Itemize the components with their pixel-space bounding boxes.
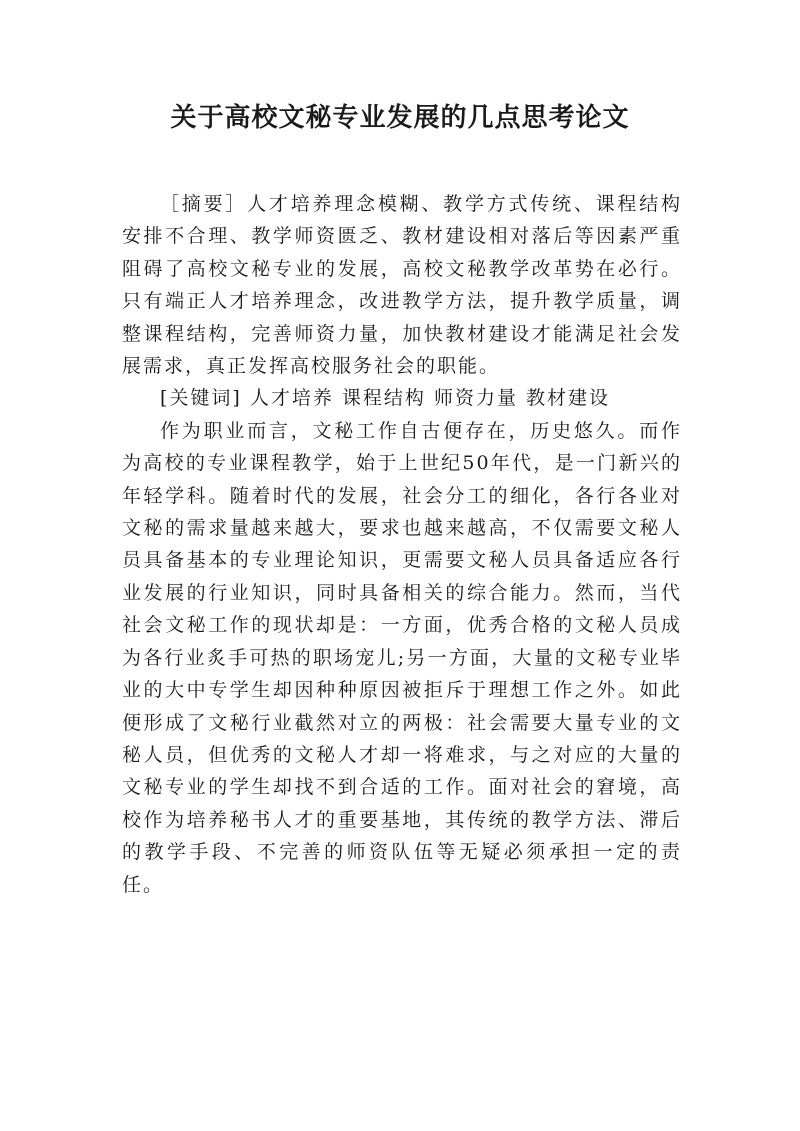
document-body bbox=[122, 188, 682, 901]
abstract-paragraph: ［摘要］人才培养理念模糊、教学方式传统、课程结构安排不合理、教学师资匮乏、教材建设相对落后等因素严重阻碍了高校文秘专业的发展，高校文秘教学改革势在必行。只有端正人才培养理念，改进教学方法，提升教学质量，调整课程结构，完善师资力量，加快教材建设才能满足社会发展需求，真正发挥高校服务社会的职能。 bbox=[122, 193, 682, 378]
document-title: 关于高校文秘专业发展的几点思考论文 bbox=[170, 103, 630, 133]
body-paragraph: 作为职业而言，文秘工作自古便存在，历史悠久。而作为高校的专业课程教学，始于上世纪50年代，是一门新兴的年轻学科。随着时代的发展，社会分工的细化，各行各业对文秘的需求量越来越大，要求也越来越高，不仅需要文秘人员具备基本的专业理论知识，更需要文秘人员具备适应各行业发展的行业知识，同时具备相关的综合能力。然而，当代社会文秘工作的现状却是：一方面，优秀合格的文秘人员成为各行业炙手可热的职场宠儿;另一方面，大量的文秘专业毕业的大中专学生却因种种原因被拒斥于理想工作之外。如此便形成了文秘行业截然对立的两极：社会需要大量专业的文秘人员，但优秀的文秘人才却一将难求，与之对应的大量的文秘专业的学生却找不到合适的工作。面对社会的窘境，高校作为培养秘书人才的重要基地，其传统的教学方法、滞后的教学手段、不完善的师资队伍等无疑必须承担一定的责任。 bbox=[122, 419, 682, 896]
keywords-paragraph: [关键词] 人才培养 课程结构 师资力量 教材建设 bbox=[160, 387, 610, 410]
